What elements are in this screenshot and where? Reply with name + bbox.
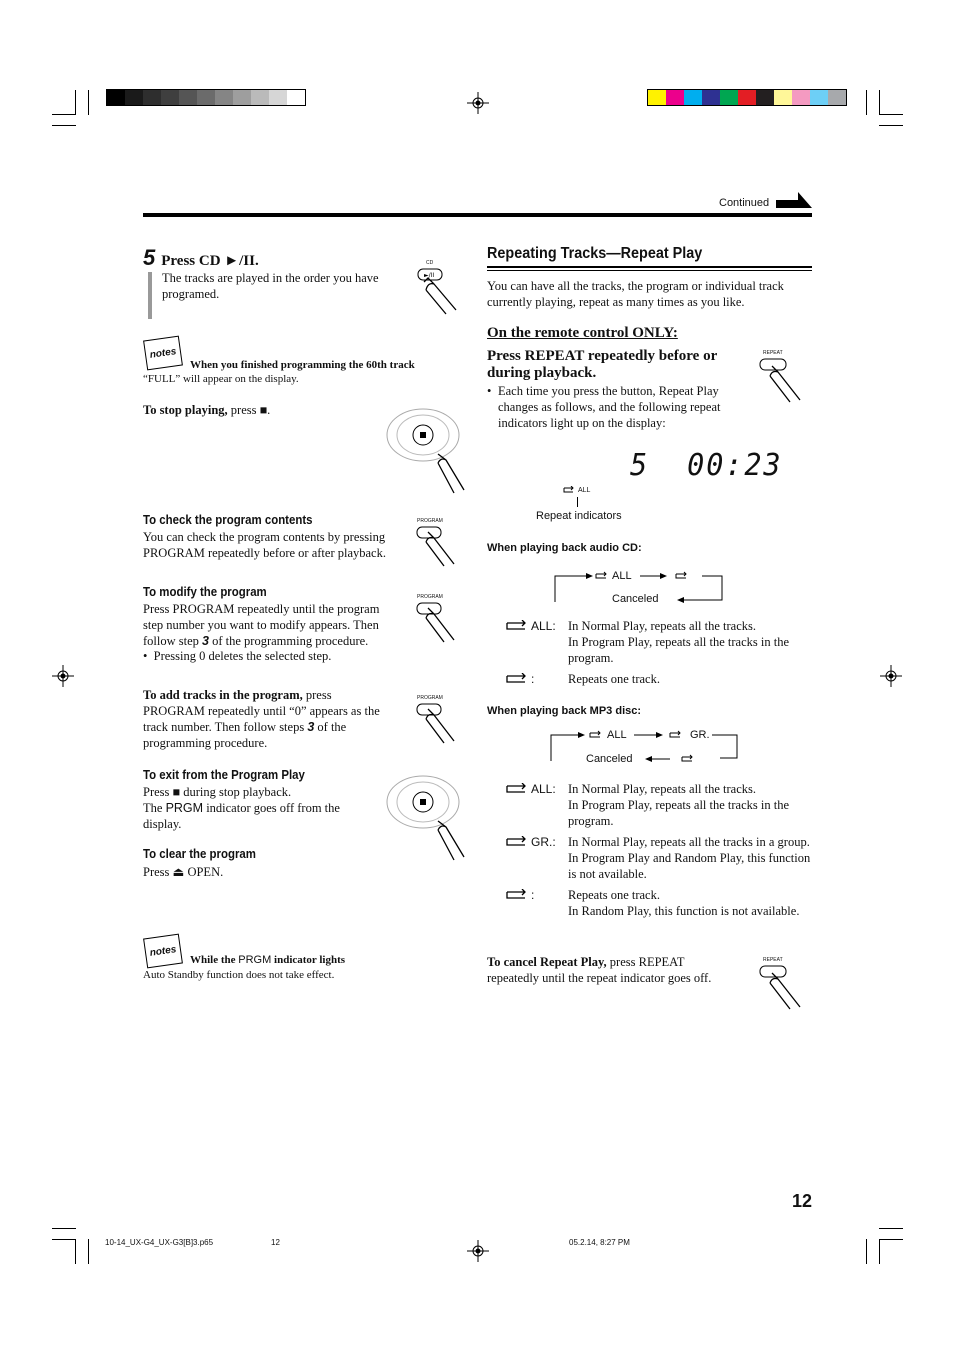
add-tracks-bold: To add tracks in the program, [143, 688, 303, 702]
repeat-intro: You can have all the tracks, the program or individual track currently playing, repeat as many times as you like. [487, 279, 784, 309]
svg-text:►/II: ►/II [424, 272, 435, 279]
color-swatch [143, 90, 161, 105]
crop-mark [879, 114, 903, 115]
repeat-item [506, 671, 812, 687]
color-swatch [287, 90, 305, 105]
crop-mark [879, 90, 880, 115]
cd-flow-all: ALL [612, 570, 632, 582]
color-swatch [251, 90, 269, 105]
prgm-indicator-text: PRGM [165, 801, 204, 815]
program-button-label: PROGRAM [417, 695, 443, 701]
cd-title: When playing back audio CD: [487, 542, 642, 554]
cancel-repeat-rest: press REPEAT repeatedly until the repeat indicator goes off. [487, 955, 712, 985]
display-readout: 5 00:23 [630, 448, 783, 483]
repeat-icon [506, 620, 528, 631]
color-swatch [810, 90, 828, 105]
color-swatch [828, 90, 846, 105]
modify-program-title: To modify the program [143, 584, 267, 599]
crop-mark [866, 1239, 867, 1264]
repeat-item-label: : [531, 672, 535, 686]
repeat-item-line: In Random Play, this function is not available. [568, 904, 800, 918]
cd-items [506, 618, 812, 692]
color-swatch [756, 90, 774, 105]
repeat-item [506, 834, 812, 882]
repeat-item-line: Repeats one track. [568, 672, 660, 686]
notes-1-title: When you finished programming the 60th track [190, 359, 415, 371]
cd-flow-canceled: Canceled [612, 593, 659, 605]
color-swatch-bar [647, 89, 847, 106]
color-swatch [648, 90, 666, 105]
crop-mark [88, 1239, 89, 1264]
crop-mark [52, 125, 76, 126]
crop-mark [879, 1239, 903, 1240]
repeat-item-line: In Normal Play, repeats all the tracks. [568, 619, 757, 633]
mp3-flow-all: ALL [607, 729, 627, 741]
notes-icon: notes [143, 336, 183, 371]
gray-swatch-bar [106, 89, 306, 106]
display-indicator-all: ALL [578, 486, 591, 494]
repeat-icon [506, 836, 528, 847]
cd-play-button-figure [412, 260, 464, 316]
modify-body-1: Press PROGRAM repeatedly until the program step number you want to modify appears. Then follow step [143, 602, 380, 648]
notes-2-prgm: PRGM [238, 954, 272, 966]
repeat-icon [506, 783, 528, 794]
repeat-button-label: REPEAT [763, 957, 783, 963]
header-rule [143, 213, 812, 217]
color-swatch [666, 90, 684, 105]
repeat-icon [563, 486, 575, 494]
indicator-pointer [577, 497, 578, 507]
color-swatch [720, 90, 738, 105]
program-button-figure [414, 695, 462, 745]
clear-program-title: To clear the program [143, 846, 256, 861]
modify-step-number: 3 [202, 634, 209, 648]
repeat-item-line: Repeats one track. [568, 888, 660, 902]
repeat-item-line: In Normal Play, repeats all the tracks. [568, 782, 757, 796]
program-button-figure [414, 518, 462, 568]
add-tracks [143, 687, 395, 751]
exit-line-2b: indicator goes off from the display. [143, 801, 340, 831]
press-repeat-bullet: • Each time you press the button, Repeat Play changes as follows, and the following repeat indicators light up on the display: [487, 383, 737, 431]
step-5 [143, 245, 403, 271]
color-swatch [774, 90, 792, 105]
add-tracks-1: press PROGRAM repeatedly until “0” appears as the track number. Then follow steps [143, 688, 380, 734]
notes-1-body: “FULL” will appear on the display. [143, 373, 299, 385]
color-swatch [792, 90, 810, 105]
crop-mark [879, 1228, 903, 1229]
color-swatch [125, 90, 143, 105]
registration-mark-icon [52, 665, 74, 687]
page-number: 12 [792, 1191, 813, 1211]
step-bar [148, 272, 152, 319]
mp3-items [506, 781, 812, 924]
modify-bullet-text: Pressing 0 deletes the selected step. [153, 649, 332, 663]
registration-mark-icon [467, 92, 489, 114]
continued-label: Continued [719, 197, 770, 209]
stop-playing-rest: press ■. [227, 403, 271, 417]
cancel-repeat [487, 954, 727, 986]
program-button-figure [414, 594, 462, 644]
footer-file: 10-14_UX-G4_UX-G3[B]3.p65 [105, 1238, 214, 1247]
remote-only: On the remote control ONLY: [487, 325, 678, 341]
repeat-button-label: REPEAT [763, 350, 783, 356]
stop-playing [143, 402, 383, 418]
repeat-item-label: ALL: [531, 619, 556, 633]
exit-program-title: To exit from the Program Play [143, 767, 305, 782]
add-step-number: 3 [307, 720, 315, 734]
press-repeat-bullet-text: Each time you press the button, Repeat Play changes as follows, and the following repeat indicators light up on the display: [498, 384, 721, 430]
crop-mark [88, 90, 89, 115]
color-swatch [107, 90, 125, 105]
repeat-item [506, 887, 812, 919]
footer-file-page: 12 [271, 1238, 280, 1247]
repeat-item [506, 781, 812, 829]
repeat-item-label: : [531, 888, 535, 902]
notes-2-body: Auto Standby function does not take effect. [143, 969, 335, 981]
notes-2-title-a: While the [190, 954, 239, 966]
stop-button-figure [386, 405, 470, 499]
cd-flow-diagram [552, 568, 728, 608]
registration-mark-icon [880, 665, 902, 687]
crop-mark [52, 114, 76, 115]
repeat-heading-rule-thin [487, 270, 812, 271]
program-button-label: PROGRAM [417, 594, 443, 600]
stop-playing-bold: To stop playing, [143, 403, 228, 417]
repeat-item-line: In Program Play and Random Play, this function is not available. [568, 851, 811, 881]
press-repeat-title: Press REPEAT repeatedly before or during playback. [487, 348, 717, 381]
mp3-title: When playing back MP3 disc: [487, 705, 642, 717]
modify-body-2: of the programming procedure. [208, 634, 369, 648]
exit-line-1: Press ■ during stop playback. [143, 785, 292, 799]
exit-program-body [143, 784, 373, 832]
notes-icon: notes [143, 934, 183, 969]
crop-mark [52, 1228, 76, 1229]
repeat-button-figure [756, 957, 804, 1013]
crop-mark [52, 1239, 76, 1240]
repeat-icon [506, 673, 528, 684]
mp3-flow-canceled: Canceled [586, 753, 633, 765]
step-title: Press CD ►/II. [161, 253, 259, 269]
exit-line-2a: The [143, 801, 166, 815]
repeat-heading-rule [487, 266, 812, 268]
repeat-item [506, 618, 812, 666]
repeat-heading: Repeating Tracks—Repeat Play [487, 245, 703, 262]
add-tracks-2: of the programming procedure. [143, 720, 347, 750]
footer-date: 05.2.14, 8:27 PM [569, 1238, 630, 1247]
check-program-title: To check the program contents [143, 512, 313, 527]
crop-mark [75, 1239, 76, 1264]
repeat-item-line: In Normal Play, repeats all the tracks in a group. [568, 835, 810, 849]
crop-mark [866, 90, 867, 115]
color-swatch [197, 90, 215, 105]
repeat-indicators-caption: Repeat indicators [536, 510, 622, 522]
mp3-flow-gr: GR. [690, 729, 710, 741]
registration-mark-icon [467, 1240, 489, 1262]
color-swatch [269, 90, 287, 105]
color-swatch [215, 90, 233, 105]
color-swatch [233, 90, 251, 105]
crop-mark [879, 1239, 880, 1264]
repeat-item-line: In Program Play, repeats all the tracks in the program. [568, 798, 789, 828]
crop-mark [879, 125, 903, 126]
check-program-body: You can check the program contents by pressing PROGRAM repeatedly before or after playback. [143, 530, 386, 560]
modify-bullet: • Pressing 0 deletes the selected step. [143, 649, 332, 663]
crop-mark [75, 90, 76, 115]
notes-2-title-b: indicator lights [271, 954, 346, 966]
cancel-repeat-bold: To cancel Repeat Play, [487, 955, 607, 969]
step-5-body: The tracks are played in the order you have programed. [162, 271, 379, 301]
repeat-icon [506, 889, 528, 900]
mp3-flow-diagram [548, 727, 742, 769]
program-button-label: PROGRAM [417, 518, 443, 524]
repeat-item-line: In Program Play, repeats all the tracks in the program. [568, 635, 789, 665]
repeat-item-label: ALL: [531, 782, 556, 796]
step-number: 5 [143, 245, 156, 270]
repeat-item-label: GR.: [531, 835, 556, 849]
continued-arrow-icon [776, 192, 812, 209]
clear-program-body: Press ⏏ OPEN. [143, 865, 224, 879]
color-swatch [702, 90, 720, 105]
display-indicator [563, 486, 590, 494]
cd-button-label: CD [426, 260, 434, 266]
color-swatch [161, 90, 179, 105]
color-swatch [179, 90, 197, 105]
stop-button-figure [386, 772, 470, 866]
modify-program-body [143, 601, 395, 649]
color-swatch [738, 90, 756, 105]
color-swatch [684, 90, 702, 105]
repeat-button-figure [756, 350, 804, 406]
notes-2-title [190, 954, 345, 966]
